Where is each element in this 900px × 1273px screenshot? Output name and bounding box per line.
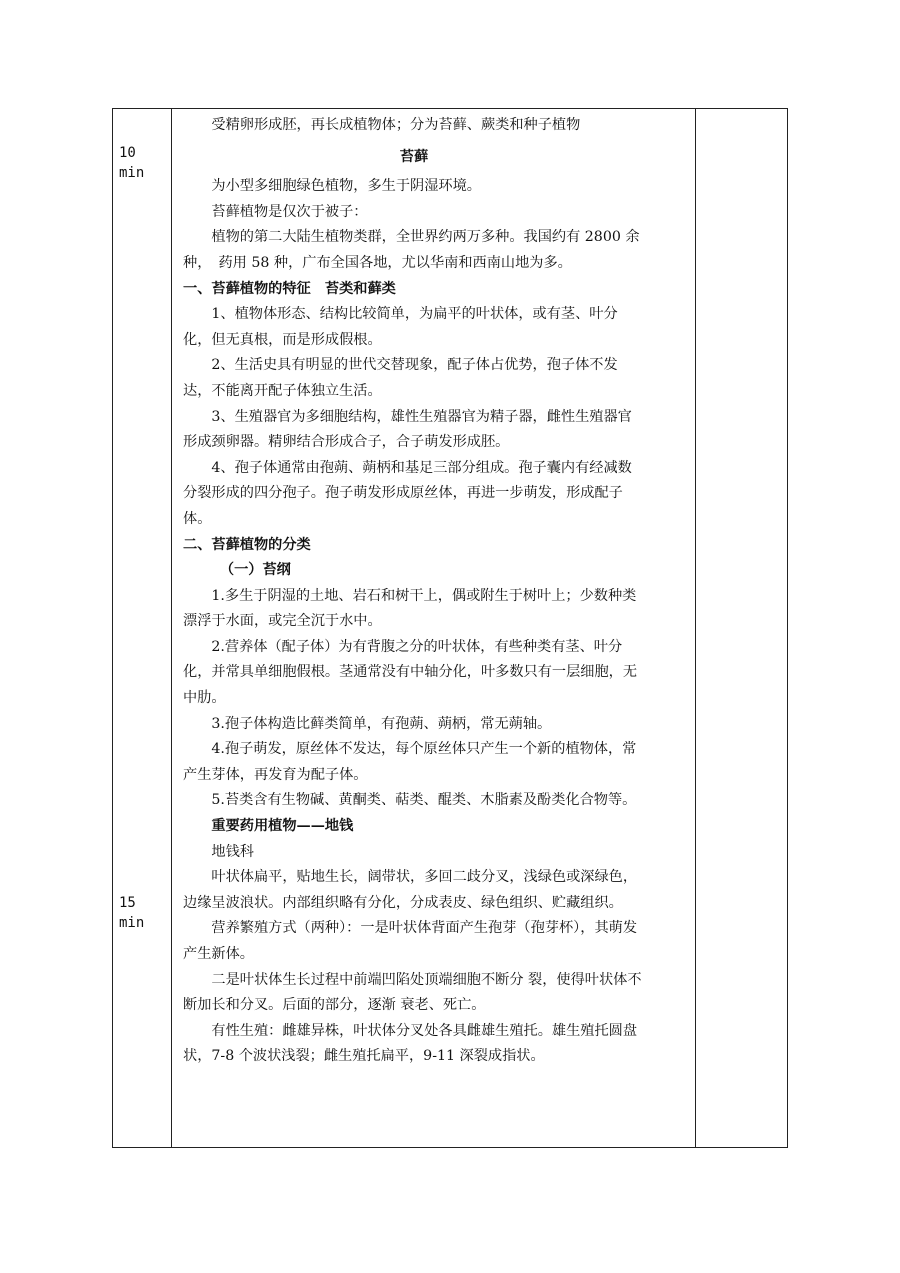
paragraph: 苔藓植物是仅次于被子： <box>211 203 368 220</box>
description-item: 有性生殖：雌雄异株，叶状体分叉处各具雌雄生殖托。雄生殖托圆盘状，7-8 个波状浅裂；雌生殖托扁平，9-11 深裂成指状。 <box>183 1022 638 1065</box>
feature-item: 1、植物体形态、结构比较简单，为扁平的叶状体，或有茎、叶分化，但无真根，而是形成假根。 <box>183 306 618 348</box>
section-title: 苔藓 <box>399 148 429 165</box>
column-divider-left <box>171 109 172 1147</box>
intro-text: 受精卵形成胚，再长成植物体；分为苔藓、蕨类和种子植物 <box>211 117 581 133</box>
content-cell <box>183 113 645 1070</box>
description-item: 营养繁殖方式（两种）：一是叶状体背面产生孢芽（孢芽杯），其萌发产生新体。 <box>183 920 638 962</box>
feature-item: 3、生殖器官为多细胞结构，雄性生殖器官为精子器，雌性生殖器官形成颈卵器。精卵结合形成合子，合子萌发形成胚。 <box>183 408 632 451</box>
class-item: 1.多生于阴湿的土地、岩石和树干上，偶或附生于树叶上；少数种类漂浮于水面，或完全沉于水中。 <box>183 587 637 630</box>
feature-item: 2、生活史具有明显的世代交替现象，配子体占优势，孢子体不发达，不能离开配子体独立生活。 <box>183 357 618 399</box>
lesson-table <box>112 108 788 1148</box>
class-item: 3.孢子体构造比藓类简单，有孢蒴、蒴柄，常无蒴轴。 <box>211 715 552 732</box>
time-cell-10min <box>119 143 169 183</box>
class-item: 2.营养体（配子体）为有背腹之分的叶状体，有些种类有茎、叶分化，并常具单细胞假根。茎通常没有中轴分化，叶多数只有一层细胞，无中肋。 <box>183 638 638 707</box>
class-item: 5.苔类含有生物碱、黄酮类、萜类、醌类、木脂素及酚类化合物等。 <box>211 792 637 809</box>
heading-medicinal-plant: 重要药用植物——地钱 <box>211 818 354 835</box>
heading-features: 一、苔藓植物的特征 苔类和藓类 <box>183 280 396 297</box>
time-cell-15min <box>119 893 169 933</box>
paragraph: 为小型多细胞绿色植物，多生于阴湿环境。 <box>211 178 481 195</box>
family-name: 地钱科 <box>211 843 254 860</box>
description-item: 二是叶状体生长过程中前端凹陷处顶端细胞不断分 裂，使得叶状体不断加长和分叉。后面的部分，逐渐 衰老、死亡。 <box>183 971 642 1014</box>
time-value: 10 <box>119 145 136 161</box>
feature-item: 4、孢子体通常由孢蒴、蒴柄和基足三部分组成。孢子囊内有经减数分裂形成的四分孢子。孢子萌发形成原丝体，再进一步萌发，形成配子体。 <box>183 459 632 527</box>
heading-classification: 二、苔藓植物的分类 <box>183 536 311 553</box>
time-unit: min <box>119 915 145 931</box>
column-divider-right <box>695 109 696 1147</box>
time-unit: min <box>119 165 145 181</box>
paragraph: 植物的第二大陆生植物类群，全世界约两万多种。我国约有 2800 余种， 药用 58 种，广布全国各地，尤以华南和西南山地为多。 <box>183 229 640 271</box>
time-value: 15 <box>119 895 136 911</box>
description-item: 叶状体扁平，贴地生长，阔带状，多回二歧分叉，浅绿色或深绿色，边缘呈波浪状。内部组织略有分化，分成表皮、绿色组织、贮藏组织。 <box>183 869 638 911</box>
subheading-liverworts: （一）苔纲 <box>219 562 291 579</box>
class-item: 4.孢子萌发，原丝体不发达，每个原丝体只产生一个新的植物体，常产生芽体，再发育为配子体。 <box>183 741 637 783</box>
